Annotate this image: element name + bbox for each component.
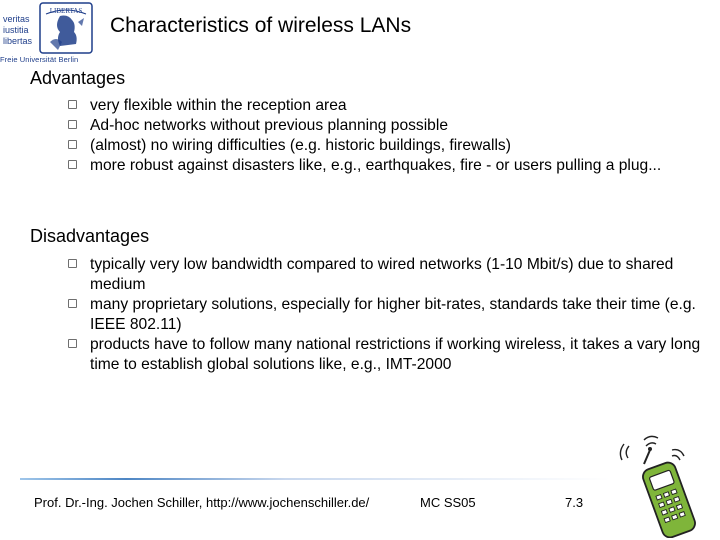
advantage-text: Ad-hoc networks without previous planning possible [90,117,448,134]
checkbox-bullet-icon [68,259,77,268]
advantage-item [68,96,708,116]
checkbox-bullet-icon [68,120,77,129]
disadvantages-list [68,255,708,375]
footer-divider [20,478,610,480]
footer-course: MC SS05 [420,495,476,510]
footer-page-number: 7.3 [565,495,584,510]
disadvantage-item [68,255,708,295]
checkbox-bullet-icon [68,100,77,109]
checkbox-bullet-icon [68,140,77,149]
advantage-text: more robust against disasters like, e.g., earthquakes, fire - or users pulling a plug... [90,157,662,174]
disadvantage-text: typically very low bandwidth compared to wired networks (1-10 Mbit/s) due to shared medium [90,256,674,293]
slide-title: Characteristics of wireless LANs [110,14,412,37]
checkbox-bullet-icon [68,160,77,169]
university-name: Freie Universität Berlin [0,55,79,64]
advantage-text: very flexible within the reception area [90,97,347,114]
advantages-heading: Advantages [30,68,126,88]
footer-author: Prof. Dr.-Ing. Jochen Schiller, http://www.jochenschiller.de/ [34,495,370,510]
university-seal-icon [38,2,94,56]
advantage-text: (almost) no wiring difficulties (e.g. historic buildings, firewalls) [90,137,511,154]
disadvantage-item [68,295,708,335]
advantage-item [68,116,708,136]
logo-motto [3,14,32,47]
advantages-list [68,96,708,176]
motto-line: veritas [3,14,30,24]
university-logo [0,0,96,66]
disadvantage-item [68,335,708,375]
wireless-phone-icon [614,430,718,538]
disadvantage-text: many proprietary solutions, especially for higher bit-rates, standards take their time (e.g. IEEE 802.11) [90,296,696,333]
motto-line: iustitia [3,25,29,35]
checkbox-bullet-icon [68,299,77,308]
advantage-item [68,136,708,156]
checkbox-bullet-icon [68,339,77,348]
motto-line: libertas [3,36,33,46]
disadvantages-heading: Disadvantages [30,226,150,246]
disadvantage-text: products have to follow many national restrictions if working wireless, it takes a vary long time to establish global solutions like, e.g., IMT-2000 [90,336,701,373]
advantage-item [68,156,708,176]
seal-text: LIBERTAS [49,7,83,15]
